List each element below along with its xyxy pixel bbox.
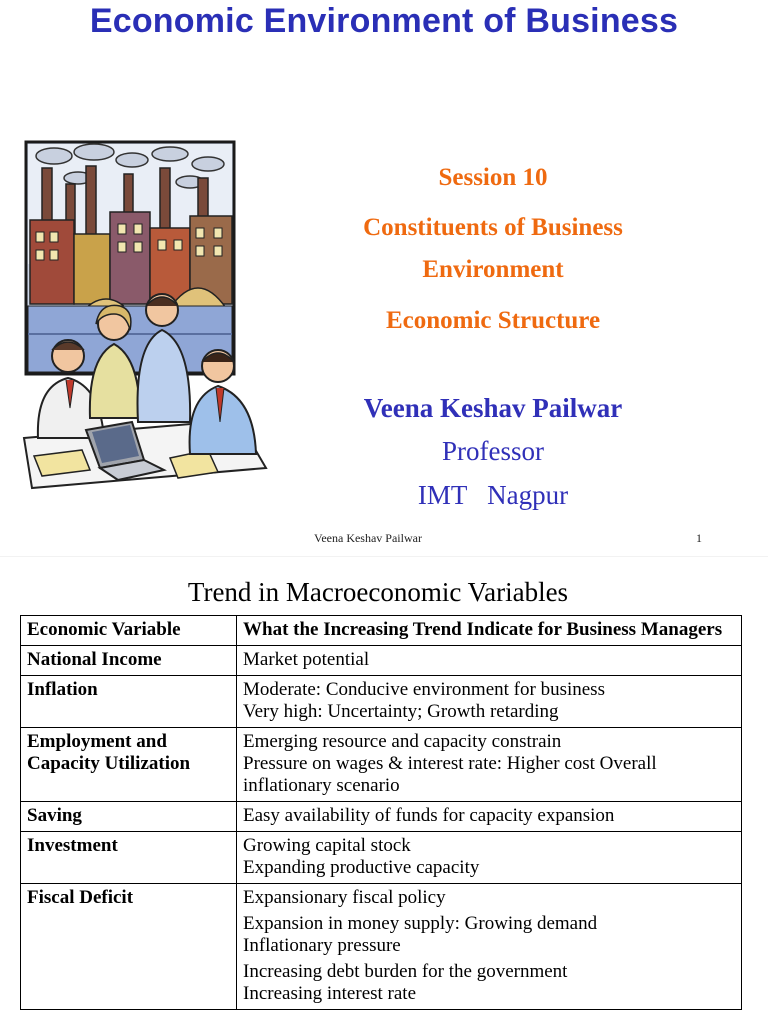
variable-cell: Employment and Capacity Utilization	[21, 728, 237, 802]
meaning-cell	[237, 646, 742, 676]
header-variable: Economic Variable	[21, 616, 237, 646]
header-meaning: What the Increasing Trend Indicate for Business Managers	[237, 616, 742, 646]
business-meeting-clipart	[20, 138, 270, 500]
meaning-line: Inflationary pressure	[243, 935, 401, 956]
meaning-line: Expansionary fiscal policy	[243, 887, 446, 908]
meaning-cell	[237, 832, 742, 884]
meaning-line: Very high: Uncertainty; Growth retarding	[243, 701, 559, 722]
meaning-line: Pressure on wages & interest rate: Higher cost Overall inflationary scenario	[243, 753, 657, 796]
meaning-cell	[237, 802, 742, 832]
meaning-cell	[237, 728, 742, 802]
table-slide-title: Trend in Macroeconomic Variables	[187, 577, 569, 607]
author-designation: Professor	[442, 436, 544, 466]
table-slide	[0, 557, 768, 1024]
meaning-line: Expanding productive capacity	[243, 857, 480, 878]
variable-cell: Inflation	[21, 676, 237, 728]
table-row	[21, 728, 742, 802]
meaning-line: Moderate: Conducive environment for business	[243, 679, 605, 700]
author-institute: IMT Nagpur	[417, 480, 569, 510]
session-label: Session 10	[438, 164, 548, 191]
meaning-line: Market potential	[243, 649, 370, 670]
table-row	[21, 884, 742, 1010]
subtopic: Economic Structure	[385, 307, 601, 334]
table-row	[21, 676, 742, 728]
topic-line-2: Environment	[422, 256, 564, 283]
slide-title: Economic Environment of Business	[89, 2, 679, 40]
page-number: 1	[696, 531, 702, 545]
variable-cell: Investment	[21, 832, 237, 884]
variable-cell: Fiscal Deficit	[21, 884, 237, 1010]
table-row	[21, 832, 742, 884]
meaning-line: Increasing interest rate	[243, 983, 417, 1004]
table-header-row	[21, 616, 742, 646]
topic-line-1: Constituents of Business	[363, 214, 623, 241]
table-row	[21, 646, 742, 676]
meaning-line: Easy availability of funds for capacity expansion	[243, 805, 615, 826]
macro-variables-table	[20, 615, 742, 1010]
variable-cell: Saving	[21, 802, 237, 832]
footer-author: Veena Keshav Pailwar	[314, 531, 422, 545]
meaning-line: Emerging resource and capacity constrain	[243, 731, 562, 752]
meaning-cell	[237, 676, 742, 728]
meaning-line: Increasing debt burden for the government	[243, 961, 568, 982]
table-row	[21, 802, 742, 832]
meaning-cell	[237, 884, 742, 1010]
meaning-line: Expansion in money supply: Growing demand	[243, 913, 598, 934]
variable-cell: National Income	[21, 646, 237, 676]
meaning-line: Growing capital stock	[243, 835, 411, 856]
author-name: Veena Keshav Pailwar	[363, 393, 623, 423]
